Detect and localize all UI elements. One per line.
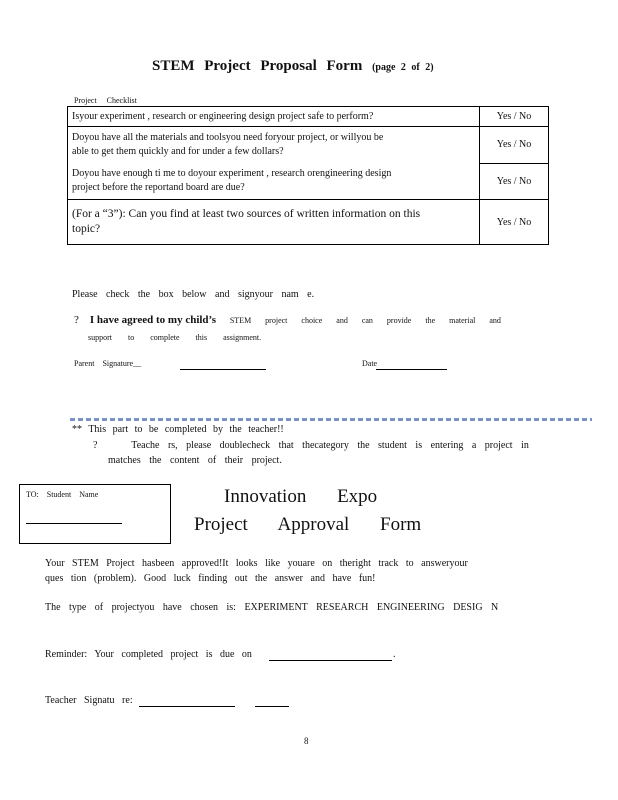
date-label: Date: [362, 359, 378, 368]
checklist-row: [68, 163, 549, 200]
checklist-row: [68, 107, 549, 127]
question-line: (For a “3”): Can you find at least two sources of written information on this: [72, 208, 421, 220]
approval-paragraph-line1: Your STEM Project hasbeen approved!It looks like youare on theright track to answeryour: [45, 558, 468, 569]
checklist-label: Project Checklist: [74, 96, 137, 105]
approval-title-line1: Innovation Expo: [224, 486, 378, 507]
form-title-text: STEM Project Proposal Form: [152, 58, 363, 74]
question-line: topic?: [72, 223, 101, 235]
cut-line-divider: [70, 418, 592, 421]
page-number: 8: [304, 736, 309, 746]
question-line: Isyour experiment , research or engineering design project safe to perform?: [72, 110, 374, 122]
yes-no-answer[interactable]: Yes / No: [480, 200, 549, 245]
teacher-note-heading: ** This part to be completed by the teacher!!: [72, 424, 284, 435]
student-name-box: [19, 484, 171, 544]
teacher-note-text: Teache rs, please doublecheck that thecategory the student is entering a project in: [131, 440, 529, 451]
teacher-checkbox[interactable]: ?: [93, 440, 98, 451]
reminder-period: .: [393, 649, 396, 660]
checklist-row: [68, 127, 549, 164]
agreement-checkbox[interactable]: ?: [74, 314, 79, 326]
parent-signature-label: Parent Signature__: [74, 359, 142, 368]
checklist-question: [68, 127, 480, 164]
question-line: project before the reportand board are due?: [72, 182, 245, 193]
question-line: able to get them quickly and for under a few dollars?: [72, 146, 284, 157]
checklist-question: [68, 200, 480, 245]
parent-signature-field[interactable]: [180, 369, 266, 370]
approval-title-line2: Project Approval Form: [194, 514, 422, 535]
student-name-field[interactable]: [26, 523, 122, 524]
due-date-field[interactable]: [269, 660, 392, 661]
project-checklist-table: [67, 106, 549, 245]
approval-paragraph-line2: ques tion (problem). Good luck finding out the answer and have fun!: [45, 573, 376, 584]
teacher-note-line3: matches the content of their project.: [108, 455, 282, 466]
checklist-question: [68, 163, 480, 200]
reminder-label: Reminder: Your completed project is due on: [45, 649, 252, 660]
agreement-bold-text: I have agreed to my child’s: [89, 314, 217, 326]
date-field[interactable]: [376, 369, 447, 370]
agreement-text-line2: support to complete this assignment.: [88, 333, 262, 342]
project-type-line: The type of projectyou have chosen is: EXPERIMENT RESEARCH ENGINEERING DESIG N: [45, 602, 499, 613]
checklist-row: [68, 200, 549, 245]
teacher-signature-field[interactable]: [139, 706, 235, 707]
checklist-question: [68, 107, 480, 127]
question-line: Doyou have all the materials and toolsyou need foryour project, or willyou be: [72, 132, 384, 143]
yes-no-answer[interactable]: Yes / No: [480, 107, 549, 127]
teacher-note: [93, 440, 529, 451]
parent-agreement: [74, 314, 501, 326]
yes-no-answer[interactable]: Yes / No: [480, 127, 549, 164]
student-name-label: TO: Student Name: [26, 490, 99, 499]
yes-no-answer[interactable]: Yes / No: [480, 163, 549, 200]
form-title: [152, 58, 434, 75]
agreement-text: STEM project choice and can provide the material and: [229, 316, 501, 325]
page-indicator: (page 2 of 2): [372, 62, 434, 73]
parent-instruction: Please check the box below and signyour nam e.: [72, 289, 315, 300]
teacher-signature-label: Teacher Signatu re:: [45, 695, 133, 706]
teacher-signature-date-field[interactable]: [255, 706, 289, 707]
question-line: Doyou have enough ti me to doyour experiment , research orengineering design: [72, 168, 392, 179]
